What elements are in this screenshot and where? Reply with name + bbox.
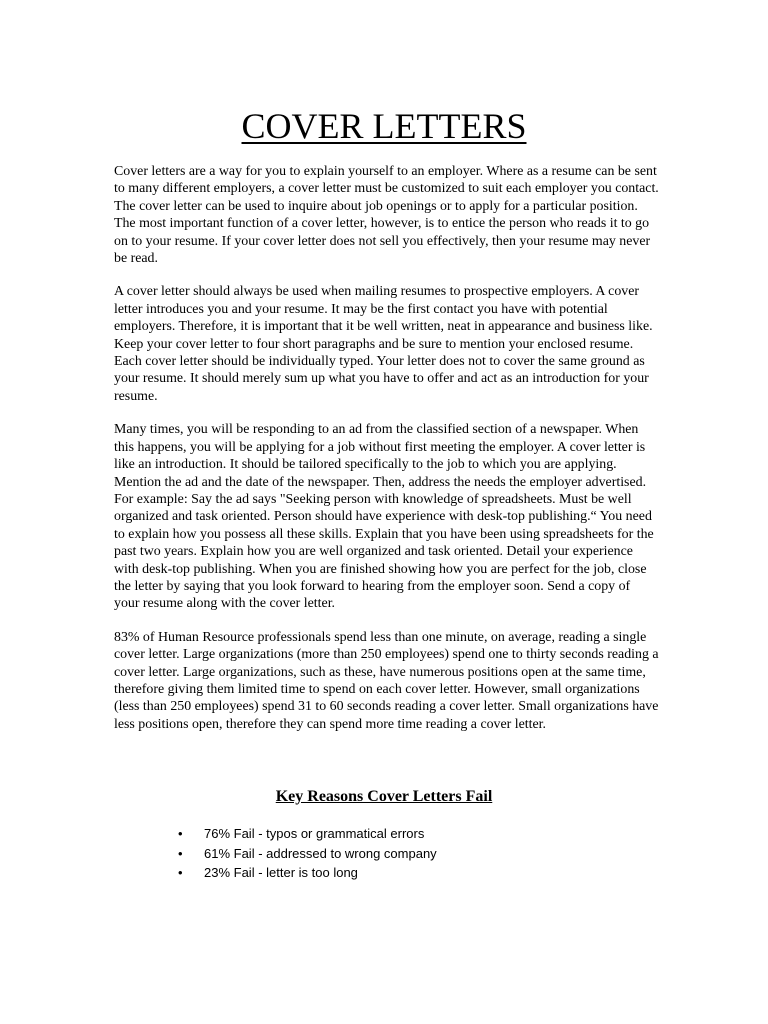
- paragraph-usage: A cover letter should always be used when mailing resumes to prospective employers. A cover letter introduces you and your resume. It may be the first contact you have with potential employers. Therefore, it is important that it be well written, neat in appearance and business like. Keep your cover letter to four short paragraphs and be sure to mention your enclosed resume. Each cover letter should be individually typed. Your letter does not to cover the same ground as your resume. It should merely sum up what you have to offer and act as an introduction for your resume.: [114, 284, 653, 404]
- list-item: [172, 824, 437, 844]
- reason-text: 23% Fail - letter is too long: [204, 865, 358, 880]
- paragraph-statistics: 83% of Human Resource professionals spend less than one minute, on average, reading a single cover letter. Large organizations (more than 250 employees) spend one to thirty seconds reading a cover letter. Large organizations, such as these, have numerous positions open at the same time, therefore giving them limited time to spend on each cover letter. However, small organizations (less than 250 employees) spend 31 to 60 seconds reading a cover letter. Small organizations have less positions open, therefore they can spend more time reading a cover letter.: [114, 629, 659, 732]
- list-item: [172, 863, 437, 883]
- paragraph-ad-response: Many times, you will be responding to an ad from the classified section of a newspaper. When this happens, you will be applying for a job without first meeting the employer. A cover letter is like an introduction. It should be tailored specifically to the job to which you are applying. Mention the ad and the date of the newspaper. Then, address the needs the employer advertised. For example: Say the ad says "Seeking person with knowledge of spreadsheets. Must be well organized and task oriented. Person should have experience with desk-top publishing.“ You need to explain how you possess all these skills. Explain that you have been using spreadsheets for the past two years. Explain how you are well organized and task oriented. Detail your experience with desk-top publishing. When you are finished showing how you are perfect for the job, close the letter by saying that you look forward to hearing from the employer soon. Send a copy of your resume along with the cover letter.: [114, 422, 654, 612]
- bullet-icon: •: [178, 826, 183, 841]
- reason-text: 76% Fail - typos or grammatical errors: [204, 826, 425, 841]
- bullet-icon: •: [178, 865, 183, 880]
- bullet-icon: •: [178, 845, 183, 861]
- paragraph-intro: Cover letters are a way for you to explain yourself to an employer. Where as a resume can be sent to many different employers, a cover letter must be customized to suit each employer you contact. The cover letter can be used to inquire about job openings or to apply for a particular position. The most important function of a cover letter, however, is to entice the person who reads it to go on to your resume. If your cover letter does not sell you effectively, then your resume may never be read.: [114, 164, 659, 267]
- section-heading: Key Reasons Cover Letters Fail: [275, 788, 493, 805]
- body-text: [114, 163, 659, 749]
- reasons-list: [172, 824, 437, 883]
- list-item: [172, 844, 437, 864]
- page-title: COVER LETTERS: [241, 106, 527, 146]
- reason-text: 61% Fail - addressed to wrong company: [204, 845, 437, 861]
